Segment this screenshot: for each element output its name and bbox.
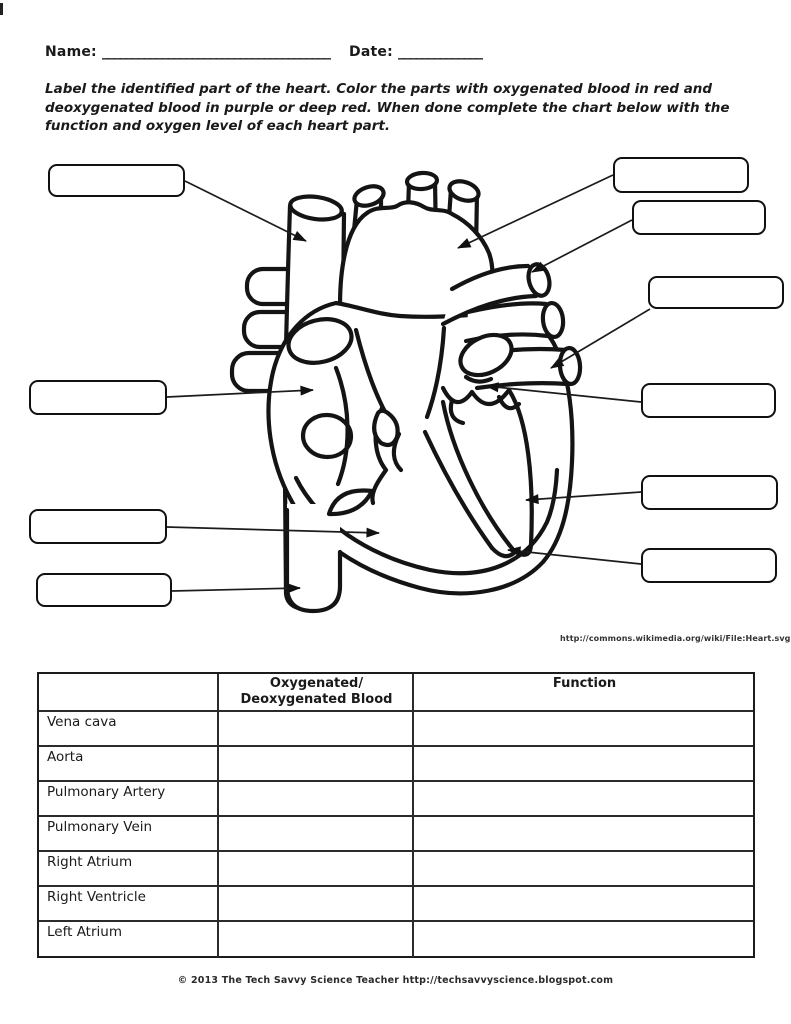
vena-cava-tube (285, 206, 344, 610)
footer-credit: © 2013 The Tech Savvy Science Teacher http://techsavvyscience.blogspot.com (177, 975, 614, 986)
pulmonary-vein-stub (247, 269, 309, 304)
blood-cell-aorta[interactable] (219, 747, 414, 782)
blood-cell-right-ventricle[interactable] (219, 887, 414, 922)
blood-cell-pulmonary-vein[interactable] (219, 817, 414, 852)
date-blank-line[interactable]: ______________ (397, 44, 482, 60)
table-header-blood: Oxygenated/ Deoxygenated Blood (219, 674, 414, 712)
row-label-vena-cava: Vena cava (39, 712, 219, 747)
label-box-10[interactable] (641, 548, 777, 583)
label-box-8[interactable] (641, 383, 776, 418)
function-cell-right-ventricle[interactable] (414, 887, 753, 922)
label-box-5[interactable] (613, 157, 749, 193)
instructions-line-3: function and oxygen level of each heart part. (45, 118, 390, 134)
aorta-arch (340, 202, 492, 332)
scan-artifact (0, 3, 3, 15)
row-label-pulmonary-artery: Pulmonary Artery (39, 782, 219, 817)
table-header-function: Function (414, 674, 753, 712)
pulmonary-vein-stub (244, 312, 310, 347)
heart-parts-table (37, 672, 755, 958)
blood-cell-right-atrium[interactable] (219, 852, 414, 887)
name-date-row (45, 44, 745, 60)
row-label-left-atrium: Left Atrium (39, 922, 219, 957)
function-cell-left-atrium[interactable] (414, 922, 753, 957)
function-cell-aorta[interactable] (414, 747, 753, 782)
table-header-part (39, 674, 219, 712)
row-label-right-ventricle: Right Ventricle (39, 887, 219, 922)
pulmonary-vein-stub (232, 353, 310, 391)
heart-body (269, 303, 573, 593)
label-box-3[interactable] (29, 509, 167, 544)
row-label-right-atrium: Right Atrium (39, 852, 219, 887)
function-cell-right-atrium[interactable] (414, 852, 753, 887)
label-box-6[interactable] (632, 200, 766, 235)
name-label: Name: (45, 44, 97, 60)
instructions-text (45, 80, 745, 136)
instructions-line-2: deoxygenated blood in purple or deep red. When done complete the chart below with the (45, 99, 730, 116)
label-box-4[interactable] (36, 573, 172, 607)
leader-lines (167, 175, 650, 591)
instructions-line-1: Label the identified part of the heart. Color the parts with oxygenated blood in red and (45, 81, 713, 97)
row-label-aorta: Aorta (39, 747, 219, 782)
function-cell-pulmonary-vein[interactable] (414, 817, 753, 852)
right-atrium-opening-2 (302, 413, 353, 458)
left-atrium-opening (454, 327, 518, 383)
function-cell-vena-cava[interactable] (414, 712, 753, 747)
label-box-2[interactable] (29, 380, 167, 415)
right-atrium-opening (284, 313, 356, 369)
row-label-pulmonary-vein: Pulmonary Vein (39, 817, 219, 852)
function-cell-pulmonary-artery[interactable] (414, 782, 753, 817)
blood-cell-left-atrium[interactable] (219, 922, 414, 957)
name-blank-line[interactable]: ______________________________________ (101, 44, 330, 60)
pulmonary-artery-cap (525, 262, 552, 298)
label-box-9[interactable] (641, 475, 778, 510)
label-box-7[interactable] (648, 276, 784, 309)
image-credit: http://commons.wikimedia.org/wiki/File:Heart.svg (560, 634, 791, 643)
label-box-1[interactable] (48, 164, 185, 197)
date-label: Date: (349, 44, 393, 60)
blood-cell-pulmonary-artery[interactable] (219, 782, 414, 817)
blood-cell-vena-cava[interactable] (219, 712, 414, 747)
heart-illustration (232, 172, 581, 611)
